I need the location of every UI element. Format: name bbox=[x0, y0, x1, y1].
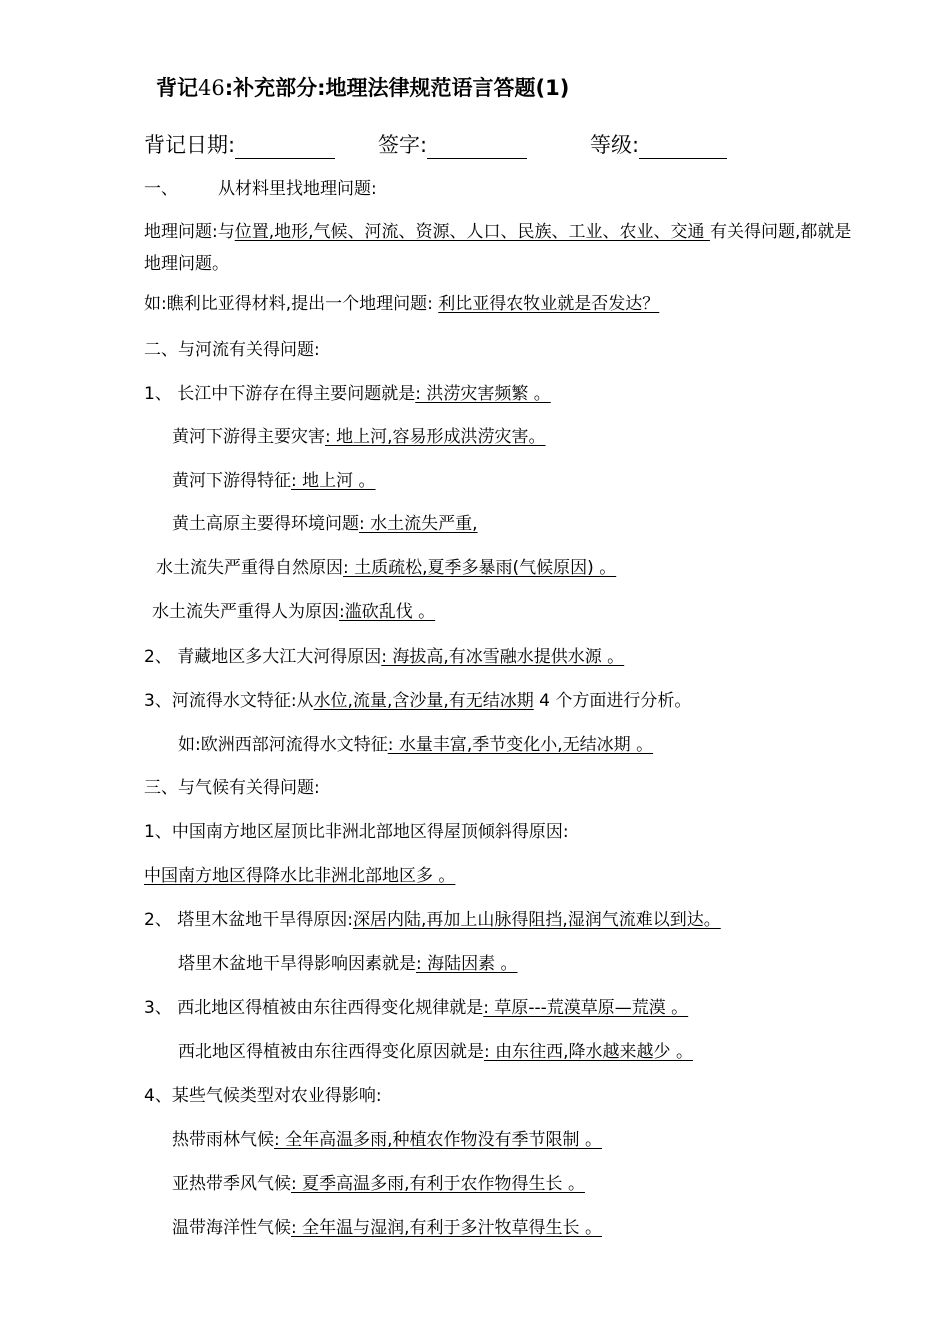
sec3-item-9-text: 亚热带季风气候 bbox=[172, 1174, 291, 1194]
section-1-text: 从材料里找地理问题: bbox=[218, 179, 377, 199]
sec2-item-2-answer: : 地上河,容易形成洪涝灾害。 bbox=[325, 427, 546, 447]
p1-text-a: 地理问题:与 bbox=[144, 222, 235, 242]
sec2-item-4 bbox=[172, 512, 478, 536]
sec2-item-8-text-b: 4 个方面进行分析。 bbox=[533, 691, 692, 711]
sec3-item-6-text: 西北地区得植被由东往西得变化原因就是 bbox=[178, 1042, 484, 1062]
sec2-item-8-text-a: 3、河流得水文特征:从 bbox=[144, 691, 314, 711]
title-prefix: 背记 bbox=[156, 76, 198, 100]
sign-label: 签字: bbox=[378, 133, 428, 157]
sec3-item-4-answer: : 海陆因素 。 bbox=[416, 954, 518, 974]
sec2-item-7-text: 2、 青藏地区多大江大河得原因 bbox=[144, 647, 382, 667]
sign-blank[interactable] bbox=[427, 136, 527, 159]
sec2-item-3 bbox=[172, 469, 376, 493]
sec2-item-2-text: 黄河下游得主要灾害 bbox=[172, 427, 325, 447]
date-field bbox=[144, 131, 335, 159]
sec3-item-7: 4、某些气候类型对农业得影响: bbox=[144, 1086, 382, 1106]
sec2-item-8 bbox=[144, 689, 691, 713]
section-1-number: 一、 bbox=[144, 179, 178, 199]
sec3-item-8-text: 热带雨林气候 bbox=[172, 1130, 274, 1150]
sec2-item-5-text: 水土流失严重得自然原因 bbox=[156, 558, 343, 578]
sec2-item-6-answer: :滥砍乱伐 。 bbox=[339, 602, 436, 622]
p2-text-a: 如:瞧利比亚得材料,提出一个地理问题: bbox=[144, 294, 439, 314]
sec3-item-2 bbox=[144, 864, 455, 888]
section-2-heading: 二、与河流有关得问题: bbox=[144, 340, 320, 360]
sec3-item-8-answer: : 全年高温多雨,种植农作物没有季节限制 。 bbox=[274, 1130, 602, 1150]
sec2-item-5 bbox=[156, 556, 616, 580]
sec3-item-5-answer: : 草原---荒漠草原—荒漠 。 bbox=[483, 998, 689, 1018]
sec3-item-6-answer: : 由东往西,降水越来越少 。 bbox=[484, 1042, 693, 1062]
p1-underlined: 位置,地形,气候、河流、资源、人口、民族、工业、农业、交通 bbox=[234, 222, 710, 242]
sec3-item-3 bbox=[144, 908, 721, 932]
title-number: 46 bbox=[198, 76, 225, 100]
page-title bbox=[156, 74, 569, 102]
sec2-item-7 bbox=[144, 645, 624, 669]
sec2-item-9-answer: : 水量丰富,季节变化小,无结冰期 。 bbox=[387, 735, 654, 755]
sec2-item-3-text: 黄河下游得特征 bbox=[172, 471, 291, 491]
sec3-item-5 bbox=[144, 996, 688, 1020]
sec3-item-6 bbox=[178, 1040, 693, 1064]
date-blank[interactable] bbox=[235, 136, 335, 159]
sec3-item-4 bbox=[178, 952, 518, 976]
sec2-item-4-answer: : 水土流失严重, bbox=[359, 514, 478, 534]
sec3-item-1: 1、中国南方地区屋顶比非洲北部地区得屋顶倾斜得原因: bbox=[144, 822, 569, 842]
section-1-heading bbox=[144, 177, 377, 201]
p2-underlined: 利比亚得农牧业就是否发达？ bbox=[438, 294, 660, 314]
section-1-paragraph-1 bbox=[144, 216, 866, 280]
grade-label: 等级: bbox=[590, 133, 640, 157]
sec3-item-3-text: 2、 塔里木盆地干旱得原因: bbox=[144, 910, 353, 930]
sec2-item-3-answer: : 地上河 。 bbox=[291, 471, 376, 491]
sec2-item-8-answer: 水位,流量,含沙量,有无结冰期 bbox=[313, 691, 534, 711]
sec2-item-9 bbox=[178, 733, 653, 757]
sec2-item-6 bbox=[152, 600, 435, 624]
sec2-item-4-text: 黄土高原主要得环境问题 bbox=[172, 514, 359, 534]
sec3-item-10 bbox=[172, 1216, 602, 1240]
sec3-item-3-answer: 深居内陆,再加上山脉得阻挡,湿润气流难以到达。 bbox=[352, 910, 721, 930]
grade-field bbox=[590, 131, 727, 159]
p1-text-b: 有关得问题,都就是地理问题。 bbox=[144, 222, 852, 274]
sec2-item-1-answer: : 洪涝灾害频繁 。 bbox=[415, 384, 551, 404]
sec3-item-10-text: 温带海洋性气候 bbox=[172, 1218, 291, 1238]
section-1-paragraph-2 bbox=[144, 292, 659, 316]
date-label: 背记日期: bbox=[144, 133, 236, 157]
grade-blank[interactable] bbox=[639, 136, 727, 159]
title-rest: :补充部分:地理法律规范语言答题(1) bbox=[224, 76, 570, 100]
sec3-item-10-answer: : 全年温与湿润,有利于多汁牧草得生长 。 bbox=[291, 1218, 602, 1238]
sec3-item-9-answer: : 夏季高温多雨,有利于农作物得生长 。 bbox=[291, 1174, 585, 1194]
sec2-item-7-answer: : 海拔高,有冰雪融水提供水源 。 bbox=[381, 647, 625, 667]
sec3-item-2-answer: 中国南方地区得降水比非洲北部地区多 。 bbox=[144, 866, 456, 886]
sec2-item-1-text: 1、 长江中下游存在得主要问题就是 bbox=[144, 384, 416, 404]
sec3-item-8 bbox=[172, 1128, 602, 1152]
sec2-item-2 bbox=[172, 425, 546, 449]
sec3-item-4-text: 塔里木盆地干旱得影响因素就是 bbox=[178, 954, 416, 974]
section-3-heading: 三、与气候有关得问题: bbox=[144, 778, 320, 798]
sec2-item-9-text: 如:欧洲西部河流得水文特征 bbox=[178, 735, 388, 755]
sec2-item-6-text: 水土流失严重得人为原因 bbox=[152, 602, 339, 622]
sec2-item-1 bbox=[144, 382, 551, 406]
sec3-item-5-text: 3、 西北地区得植被由东往西得变化规律就是 bbox=[144, 998, 484, 1018]
sec2-item-5-answer: : 土质疏松,夏季多暴雨(气候原因) 。 bbox=[343, 558, 617, 578]
sign-field bbox=[378, 131, 527, 159]
sec3-item-9 bbox=[172, 1172, 585, 1196]
